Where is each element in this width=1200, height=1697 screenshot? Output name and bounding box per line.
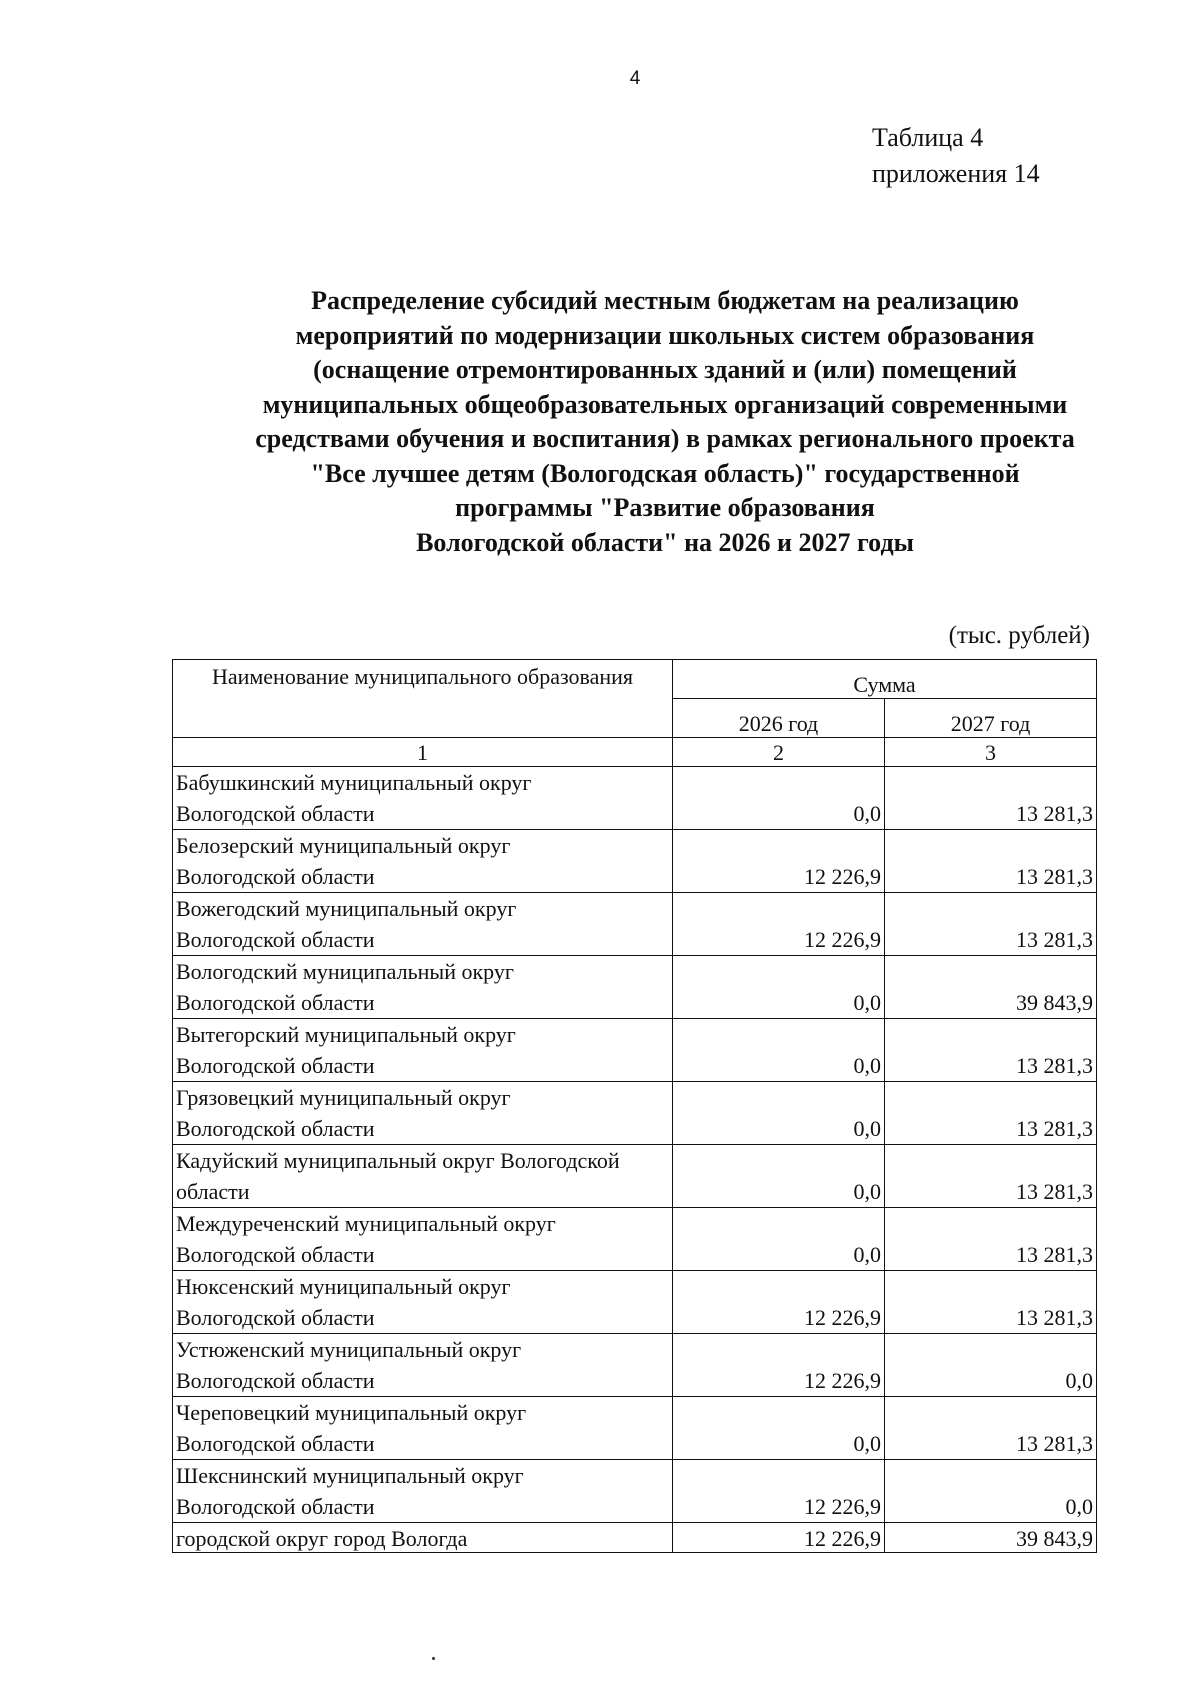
municipality-name-line-2: Вологодской области	[176, 864, 375, 889]
title-line: (оснащение отремонтированных зданий и (или) помещений	[313, 355, 1017, 384]
value-2026: 12 226,9	[673, 830, 885, 893]
table-row	[173, 1082, 1097, 1145]
municipality-name-line-1: Вытегорский муниципальный округ	[176, 1022, 516, 1047]
municipality-name-line-1: Череповецкий муниципальный округ	[176, 1400, 527, 1425]
municipality-name-line-1: Устюженский муниципальный округ	[176, 1337, 522, 1362]
value-2026: 0,0	[673, 1145, 885, 1208]
value-2026: 0,0	[673, 1208, 885, 1271]
value-2027: 13 281,3	[885, 830, 1097, 893]
value-2026: 0,0	[673, 1019, 885, 1082]
municipality-name	[173, 767, 673, 830]
column-number: 1	[173, 738, 673, 767]
table-row	[173, 1460, 1097, 1523]
table-row	[173, 1145, 1097, 1208]
value-2026: 0,0	[673, 956, 885, 1019]
municipality-name-line-2: Вологодской области	[176, 927, 375, 952]
table-row	[173, 1523, 1097, 1553]
value-2027: 0,0	[885, 1334, 1097, 1397]
value-2027: 0,0	[885, 1460, 1097, 1523]
municipality-name-line-1: Белозерский муниципальный округ	[176, 833, 511, 858]
header-year-2027: 2027 год	[885, 699, 1097, 738]
value-2027: 13 281,3	[885, 893, 1097, 956]
document-title	[150, 284, 1180, 560]
municipality-name	[173, 1145, 673, 1208]
title-line: средствами обучения и воспитания) в рамках регионального проекта	[255, 424, 1075, 453]
table-reference-line-2: приложения 14	[872, 159, 1040, 188]
title-line: Вологодской области" на 2026 и 2027 годы	[416, 527, 914, 557]
municipality-name-line-1: Бабушкинский муниципальный округ	[176, 770, 532, 795]
units-label: (тыс. рублей)	[948, 622, 1090, 649]
title-line: программы "Развитие образования	[455, 493, 875, 522]
table-row	[173, 1208, 1097, 1271]
table-row	[173, 767, 1097, 830]
municipality-name-line-2: Вологодской области	[176, 1368, 375, 1393]
title-line: "Все лучшее детям (Вологодская область)" государственной	[310, 458, 1020, 488]
municipality-name	[173, 956, 673, 1019]
municipality-name-line-1: Вожегодский муниципальный округ	[176, 896, 517, 921]
table-row	[173, 956, 1097, 1019]
column-number: 3	[885, 738, 1097, 767]
value-2026: 12 226,9	[673, 1271, 885, 1334]
municipality-name-line-2: Вологодской области	[176, 1305, 375, 1330]
table-reference-line-1: Таблица 4	[872, 123, 984, 152]
municipality-name	[173, 830, 673, 893]
municipality-name: городской округ город Вологда	[173, 1523, 673, 1553]
value-2026: 0,0	[673, 767, 885, 830]
value-2026: 0,0	[673, 1082, 885, 1145]
header-municipality-name: Наименование муниципального образования	[173, 660, 673, 738]
value-2027: 13 281,3	[885, 1397, 1097, 1460]
municipality-name	[173, 1460, 673, 1523]
municipality-name	[173, 1271, 673, 1334]
table-row	[173, 1019, 1097, 1082]
municipality-name-line-2: области	[176, 1179, 250, 1204]
value-2026: 12 226,9	[673, 893, 885, 956]
title-line: муниципальных общеобразовательных организаций современными	[262, 389, 1068, 419]
table-row	[173, 1334, 1097, 1397]
table-reference	[872, 120, 1040, 192]
municipality-name	[173, 1082, 673, 1145]
value-2027: 13 281,3	[885, 1145, 1097, 1208]
value-2027: 39 843,9	[885, 1523, 1097, 1553]
table-row	[173, 893, 1097, 956]
municipality-name-line-2: Вологодской области	[176, 1116, 375, 1141]
municipality-name-line-1: Шекснинский муниципальный округ	[176, 1463, 524, 1488]
municipality-name	[173, 1334, 673, 1397]
value-2026: 12 226,9	[673, 1334, 885, 1397]
scan-speck	[432, 1657, 435, 1660]
municipality-name-line-1: Кадуйский муниципальный округ Вологодской	[176, 1148, 620, 1173]
value-2027: 13 281,3	[885, 1271, 1097, 1334]
value-2026: 12 226,9	[673, 1460, 885, 1523]
municipality-name-line-1: Нюксенский муниципальный округ	[176, 1274, 511, 1299]
value-2027: 13 281,3	[885, 767, 1097, 830]
distribution-table	[172, 659, 1097, 1553]
value-2027: 39 843,9	[885, 956, 1097, 1019]
header-year-2026: 2026 год	[673, 699, 885, 738]
municipality-name-line-1: Грязовецкий муниципальный округ	[176, 1085, 511, 1110]
value-2026: 12 226,9	[673, 1523, 885, 1553]
title-line: мероприятий по модернизации школьных систем образования	[295, 320, 1035, 350]
column-numbers-row	[173, 738, 1097, 767]
municipality-name	[173, 893, 673, 956]
municipality-name-line-2: Вологодской области	[176, 990, 375, 1015]
table-row	[173, 1397, 1097, 1460]
municipality-name-line-1: Вологодский муниципальный округ	[176, 959, 514, 984]
municipality-name-line-2: Вологодской области	[176, 1431, 375, 1456]
value-2027: 13 281,3	[885, 1082, 1097, 1145]
municipality-name-line-2: Вологодской области	[176, 1053, 375, 1078]
municipality-name-line-1: Междуреченский муниципальный округ	[176, 1211, 556, 1236]
header-sum: Сумма	[673, 660, 1097, 699]
municipality-name-line-2: Вологодской области	[176, 1242, 375, 1267]
column-number: 2	[673, 738, 885, 767]
table-row	[173, 1271, 1097, 1334]
municipality-name	[173, 1019, 673, 1082]
title-line: Распределение субсидий местным бюджетам на реализацию	[311, 286, 1019, 315]
value-2027: 13 281,3	[885, 1208, 1097, 1271]
value-2026: 0,0	[673, 1397, 885, 1460]
municipality-name	[173, 1208, 673, 1271]
municipality-name-line-2: Вологодской области	[176, 1494, 375, 1519]
table-row	[173, 830, 1097, 893]
page-number: 4	[629, 68, 641, 89]
municipality-name	[173, 1397, 673, 1460]
municipality-name-line-2: Вологодской области	[176, 801, 375, 826]
value-2027: 13 281,3	[885, 1019, 1097, 1082]
